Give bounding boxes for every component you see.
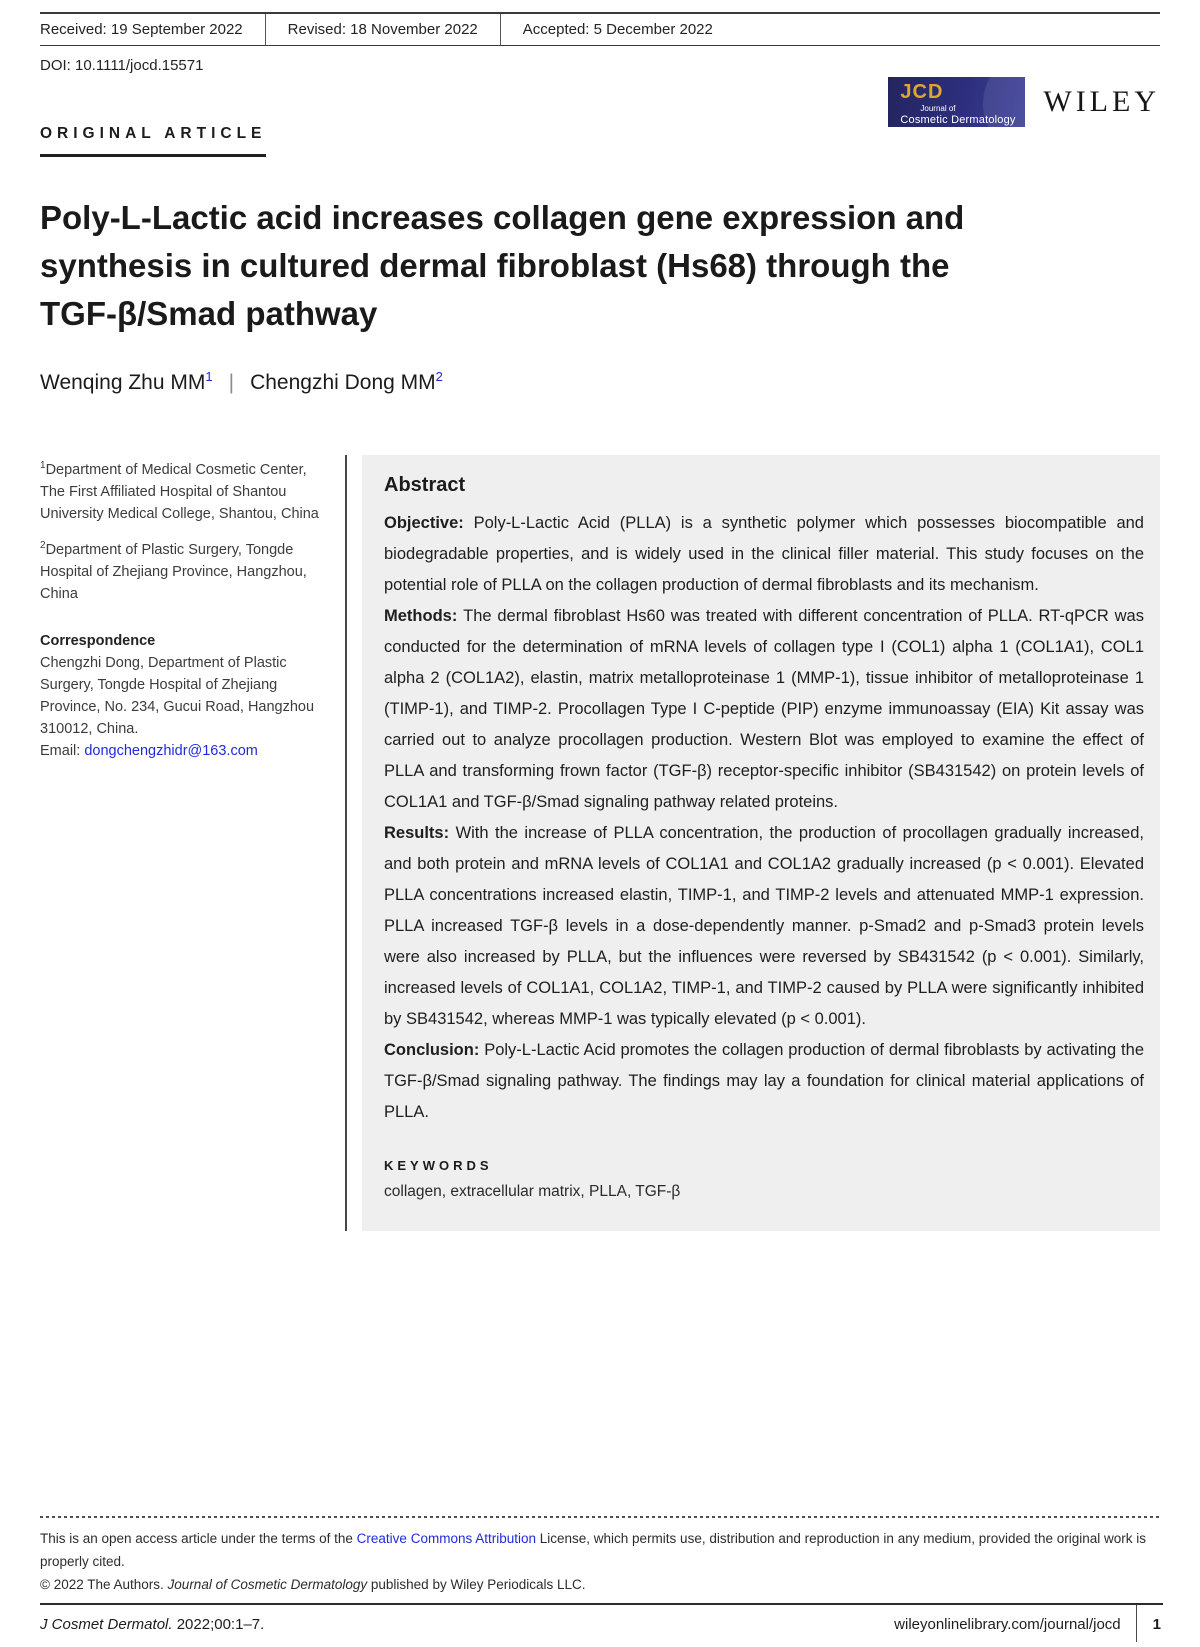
abstract-objective [384,508,1144,601]
abstract-heading: Abstract [384,474,466,496]
title-line-3: TGF-β/Smad pathway [40,295,378,332]
affiliation-2 [40,535,327,605]
jcd-journal-logo [888,77,1025,127]
jcd-logo-abbr: JCD [900,81,944,103]
abstract-results-text: With the increase of PLLA concentration, the production of procollagen gradually increased, and both protein and mRNA levels of COL1A1 and COL1A2 gradually increased (p < 0.001). Elevated PLLA concentrations increased elastin, TIMP-1, and TIMP-2 levels and attenuated MMP-1 expression. PLLA increased TGF-β levels in a dose-dependently manner. p-Smad2 and p-Smad3 protein levels were also increased by PLLA, but the influences were reversed by SB431542 (p < 0.001). Similarly, increased levels of COL1A1, COL1A2, TIMP-1, and TIMP-2 caused by PLLA were significantly inhibited by SB431542, whereas MMP-1 was typically elevated (p < 0.001). [384,824,1144,1028]
header-band [40,75,1160,157]
footer-spacer [264,1605,894,1642]
wiley-logo: WILEY [1043,85,1160,118]
author-affiliation-marker: 1 [205,369,213,384]
correspondence-heading: Correspondence [40,632,156,649]
open-access-text-before: This is an open access article under the terms of the [40,1531,357,1546]
citation-journal-name: J Cosmet Dermatol. [40,1616,173,1633]
author-name: Chengzhi Dong MM [250,371,436,394]
abstract-column [345,455,1160,1231]
copyright-line [40,1573,1160,1596]
creative-commons-link[interactable]: Creative Commons Attribution [356,1531,536,1546]
keywords-list: collagen, extracellular matrix, PLLA, TGF-β [384,1183,681,1200]
affiliation-text: Department of Medical Cosmetic Center, The First Affiliated Hospital of Shantou University Medical College, Shantou, China [40,461,319,522]
open-access-statement [40,1527,1160,1573]
abstract-methods-text: The dermal fibroblast Hs60 was treated with different concentration of PLLA. RT-qPCR was conducted for the determination of mRNA levels of collagen type I (COL1) alpha 1 (COL1A1), COL1 alpha 2 (COL1A2), elastin, matrix metalloproteinase 1 (MMP-1), tissue inhibitor of metalloproteinase 1 (TIMP-1), and TIMP-2. Procollagen Type I C-peptide (PIP) enzyme immunoassay (EIA) Kit assay was carried out to analyze procollagen production. Western Blot was employed to examine the effect of PLLA and transforming frown factor (TGF-β) receptor-specific inhibitor (SB431542) on protein levels of COL1A1 and TGF-β/Smad signaling pathway related proteins. [384,607,1144,811]
content-columns [40,455,1160,1231]
page-number: 1 [1136,1605,1163,1642]
title-line-1: Poly-L-Lactic acid increases collagen gene expression and [40,199,965,236]
received-date: Received: 19 September 2022 [40,21,243,38]
abstract-conclusion-label: Conclusion: [384,1041,485,1059]
license-notes [40,1516,1160,1596]
revised-date: Revised: 18 November 2022 [265,14,500,45]
correspondence-email-line [40,740,327,762]
title-line-2: synthesis in cultured dermal fibroblast (Hs68) through the [40,247,950,284]
email-label: Email: [40,742,85,759]
author-line [40,369,1160,395]
abstract-results-label: Results: [384,824,456,842]
logos [888,77,1160,127]
affiliation-1 [40,455,327,525]
left-column [40,455,345,1231]
email-link[interactable]: dongchengzhidr@163.com [84,742,258,759]
dotted-divider [40,1516,1160,1518]
jcd-logo-line2: Cosmetic Dermatology [900,114,1016,126]
article-type-label: ORIGINAL ARTICLE [40,125,266,157]
article-title [40,194,1160,338]
abstract-conclusion-text: Poly-L-Lactic Acid promotes the collagen production of dermal fibroblasts by activating the TGF-β/Smad signaling pathway. The findings may lay a foundation for clinical material applications of PLLA. [384,1041,1144,1121]
copyright-journal-name: Journal of Cosmetic Dermatology [167,1577,368,1592]
dates-band [40,12,1160,46]
abstract-conclusion [384,1035,1144,1128]
keywords-heading: KEYWORDS [384,1158,493,1173]
author-affiliation-marker: 2 [435,369,443,384]
abstract-objective-label: Objective: [384,514,474,532]
accepted-date: Accepted: 5 December 2022 [500,14,735,45]
copyright-after: published by Wiley Periodicals LLC. [367,1577,586,1592]
author-separator: | [228,371,235,394]
journal-website: wileyonlinelibrary.com/journal/jocd [894,1616,1121,1633]
abstract-methods-label: Methods: [384,607,464,625]
open-access-text-after: License, which permits use, distribution and reproduction in any medium, provided the original work is properly cited. [40,1531,1147,1569]
journal-citation [40,1605,264,1642]
jcd-logo-line1: Journal of [920,104,956,113]
affiliation-marker: 1 [40,460,46,471]
abstract-results [384,818,1144,1035]
correspondence-body: Chengzhi Dong, Department of Plastic Surgery, Tongde Hospital of Zhejiang Province, No. 234, Gucui Road, Hangzhou 310012, China. [40,654,315,737]
copyright-before: © 2022 The Authors. [40,1577,168,1592]
author-name: Wenqing Zhu MM [40,371,206,394]
page-footer-bar [40,1603,1163,1642]
abstract-methods [384,601,1144,818]
abstract-box [362,455,1160,1231]
affiliation-marker: 2 [40,539,46,551]
abstract-objective-text: Poly-L-Lactic Acid (PLLA) is a synthetic polymer which possesses biocompatible and biodegradable properties, and is widely used in the clinical filler material. This study focuses on the potential role of PLLA on the collagen production of dermal fibroblasts and its mechanism. [384,514,1144,594]
doi: DOI: 10.1111/jocd.15571 [40,57,204,74]
citation-rest: 2022;00:1–7. [172,1616,265,1633]
affiliation-text: Department of Plastic Surgery, Tongde Hospital of Zhejiang Province, Hangzhou, China [40,541,307,602]
